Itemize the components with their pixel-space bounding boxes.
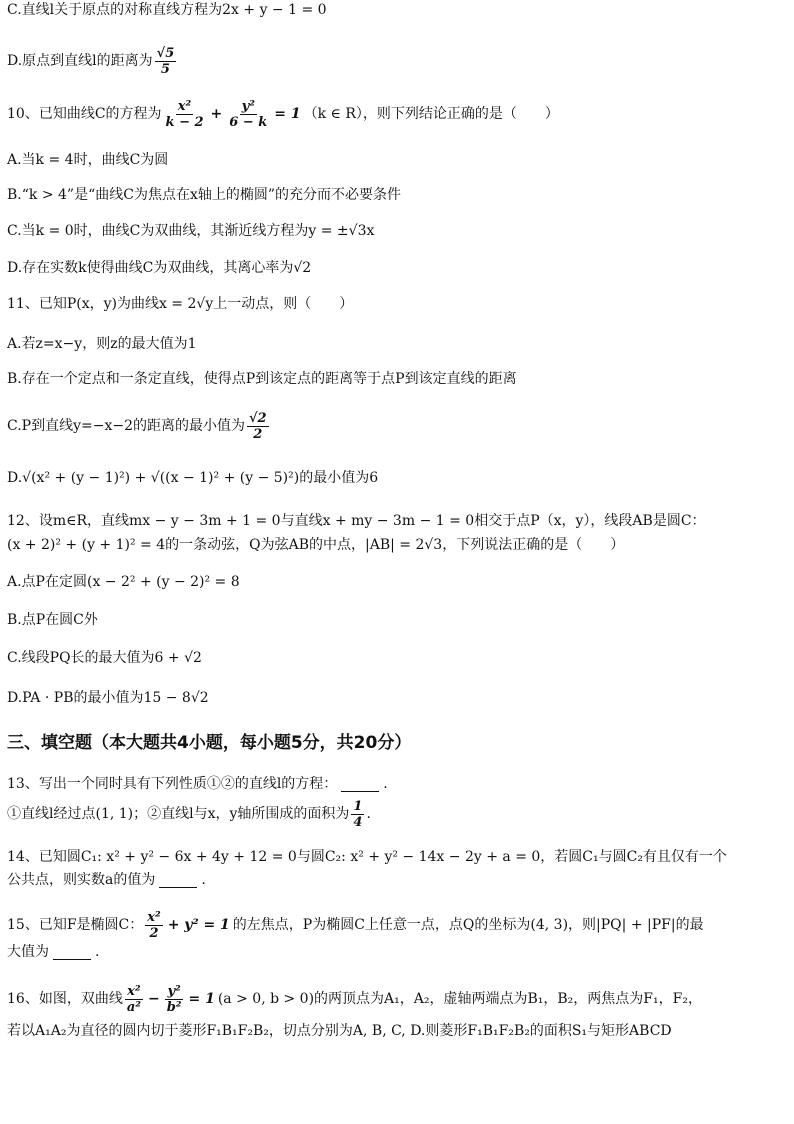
fraction-sqrt5-over-5: $\frac{√5}{5}$ <box>156 45 175 77</box>
fraction-y2-over-b2: $\frac{\text{y²}}{\text{b²}}$ <box>166 983 182 1015</box>
question-15-line1: 15、已知F是椭圆C： $\frac{\text{x²}}{2}$ + y² = 1 的左焦点，P为椭圆C上任意一点，点Q的坐标为(4, 3)，则|PQ| + |PF|的最 <box>7 909 704 941</box>
fraction-x2-over-k-minus-2: $\frac{\text{x²}}{k - 2}$ <box>165 98 204 130</box>
question-14-line1: 14、已知圆C₁: x² + y² − 6x + 4y + 12 = 0与圆C₂: x² + y² − 14x − 2y + a = 0，若圆C₁与圆C₂有且仅有一个 <box>7 849 727 865</box>
q10-stem-text: 10、已知曲线C的方程为 <box>7 106 162 122</box>
q12-option-d: D.PA · PB的最小值为15 − 8√2 <box>7 690 209 706</box>
q9-option-d-text: D.原点到直线l的距离为 <box>7 53 153 69</box>
q9-option-c <box>7 0 788 20</box>
fraction-x2-over-a2: $\frac{\text{x²}}{\text{a²}}$ <box>126 983 141 1015</box>
question-12-line1: 12、设m∈R，直线mx − y − 3m + 1 = 0与直线x + my − 3m − 1 = 0相交于点P（x，y），线段AB是圆C： <box>7 513 706 529</box>
q10-stem-tail: （k ∈ R），则下列结论正确的是（ ） <box>303 106 559 122</box>
q12-option-c: C.线段PQ长的最大值为6 + √2 <box>7 650 202 666</box>
q12-option-b: B.点P在圆C外 <box>7 612 98 628</box>
fraction-sqrt2-over-2: $\frac{√2}{2}$ <box>249 410 267 442</box>
question-16-line1: 16、如图，双曲线 $\frac{\text{x²}}{\text{a²}}$ − $\frac{\text{y²}}{\text{b²}}$ = 1 (a > 0, b > 0)的两顶点为A₁，A₂，虚轴两端点为B₁，B₂，两焦点为F₁，F₂， <box>7 983 702 1015</box>
fraction-y2-over-6-minus-k: $\frac{\text{y²}}{6 - k}$ <box>229 98 268 130</box>
answer-blank-13[interactable] <box>341 777 379 792</box>
question-12-line2: (x + 2)² + (y + 1)² = 4的一条动弦，Q为弦AB的中点，|AB| = 2√3，下列说法正确的是（ ） <box>7 537 625 553</box>
question-10: 10、已知曲线C的方程为 $\frac{\text{x²}}{k - 2}$ + $\frac{\text{y²}}{6 - k}$ = 1 （k ∈ R），则下列结论正确的是（ ） <box>7 98 559 130</box>
q10-option-b: B.“k > 4”是“曲线C为焦点在x轴上的椭圆”的充分而不必要条件 <box>7 187 401 203</box>
section-title-fill-in: 三、填空题（本大题共4小题，每小题5分，共20分） <box>7 733 412 753</box>
answer-blank-15[interactable] <box>53 945 91 960</box>
answer-blank-14[interactable] <box>159 873 197 888</box>
question-15-line2: 大值为 . <box>7 944 100 960</box>
q12-option-a: A.点P在定圆(x − 2² + (y − 2)² = 8 <box>7 574 240 590</box>
q9-option-c-text: C.直线l关于原点的对称直线方程为2x + y − 1 = 0 <box>7 2 327 18</box>
q10-option-c: C.当k = 0时，曲线C为双曲线，其渐近线方程为y = ±√3x <box>7 223 375 239</box>
question-16-line2: 若以A₁A₂为直径的圆内切于菱形F₁B₁F₂B₂，切点分别为A, B, C, D.则菱形F₁B₁F₂B₂的面积S₁与矩形ABCD <box>7 1023 672 1039</box>
question-11: 11、已知P(x，y)为曲线x = 2√y上一动点，则（ ） <box>7 296 354 312</box>
q11-option-b: B.存在一个定点和一条定直线，使得点P到该定点的距离等于点P到该定直线的距离 <box>7 371 517 387</box>
q10-option-d: D.存在实数k使得曲线C为双曲线，其离心率为√2 <box>7 260 312 276</box>
q10-option-a: A.当k = 4时，曲线C为圆 <box>7 152 169 168</box>
question-13-line1: 13、写出一个同时具有下列性质①②的直线l的方程： . <box>7 776 388 792</box>
q11-option-a: A.若z=x−y，则z的最大值为1 <box>7 336 197 352</box>
q9-option-d <box>7 44 788 78</box>
fraction-1-over-4: $\frac{1}{4}$ <box>353 798 363 830</box>
fraction-x2-over-2: $\frac{\text{x²}}{2}$ <box>147 909 161 941</box>
q11-option-c: C.P到直线y=−x−2的距离的最小值为 $\frac{√2}{2}$ <box>7 410 267 442</box>
question-13-line2: ①直线l经过点(1, 1)；②直线l与x，y轴所围成的面积为 $\frac{1}{4}$ . <box>7 798 371 830</box>
q11-option-d: D.√(x² + (y − 1)²) + √((x − 1)² + (y − 5)²)的最小值为6 <box>7 470 379 486</box>
question-14-line2: 公共点，则实数a的值为 . <box>7 872 206 888</box>
